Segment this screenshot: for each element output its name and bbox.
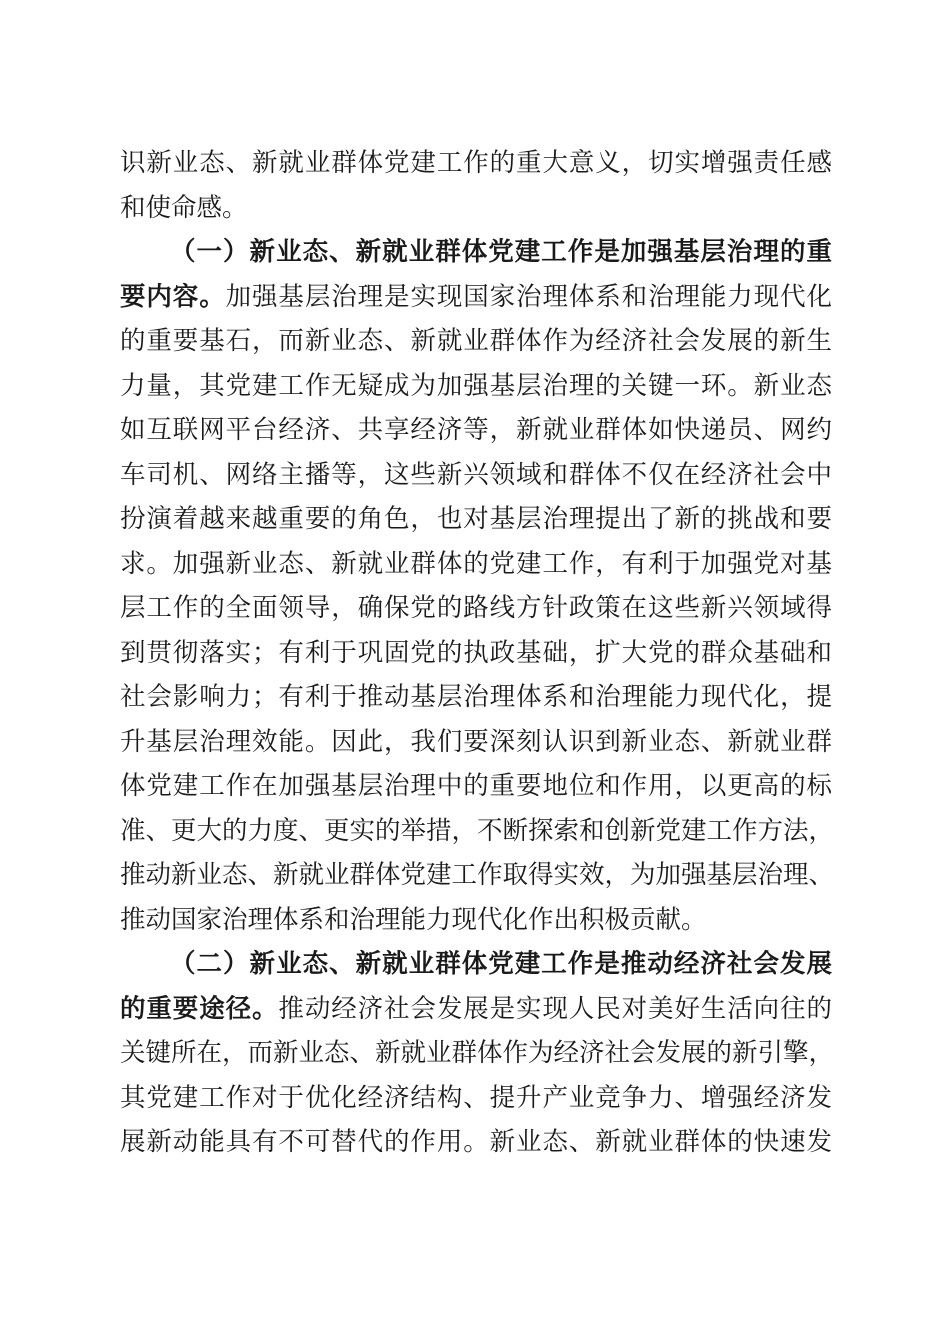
text-line: 和使命感。 xyxy=(120,192,248,223)
text-line: 如互联网平台经济、共享经济等，新就业群体如快递员、网约 xyxy=(120,415,832,445)
text-line: 识新业态、新就业群体党建工作的重大意义，切实增强责任感 xyxy=(120,148,832,178)
text-line: 求。加强新业态、新就业群体的党建工作，有利于加强党对基 xyxy=(120,548,832,579)
section-heading-1: （一）新业态、新就业群体党建工作是加强基层治理的重 xyxy=(170,237,832,267)
text-line: 车司机、网络主播等，这些新兴领域和群体不仅在经济社会中 xyxy=(120,459,832,490)
text-line: 体党建工作在加强基层治理中的重要地位和作用，以更高的标 xyxy=(120,771,832,801)
text-line: 升基层治理效能。因此，我们要深刻认识到新业态、新就业群 xyxy=(120,726,832,757)
text-line: 关键所在，而新业态、新就业群体作为经济社会发展的新引擎， xyxy=(120,1038,835,1068)
text-line: 要内容。加强基层治理是实现国家治理体系和治理能力现代化 xyxy=(120,281,832,312)
text-line: 到贯彻落实；有利于巩固党的执政基础，扩大党的群众基础和 xyxy=(120,637,832,668)
text-line: 准、更大的力度、更实的举措，不断探索和创新党建工作方法， xyxy=(120,815,835,846)
text-line: 力量，其党建工作无疑成为加强基层治理的关键一环。新业态 xyxy=(120,370,832,401)
text-line: 扮演着越来越重要的角色，也对基层治理提出了新的挑战和要 xyxy=(120,504,832,534)
text-line: 展新动能具有不可替代的作用。新业态、新就业群体的快速发 xyxy=(120,1127,832,1157)
text-line: 推动新业态、新就业群体党建工作取得实效，为加强基层治理、 xyxy=(120,860,835,890)
text-line: 其党建工作对于优化经济结构、提升产业竞争力、增强经济发 xyxy=(120,1082,832,1113)
body-text xyxy=(120,141,835,1165)
text-line: 社会影响力；有利于推动基层治理体系和治理能力现代化，提 xyxy=(120,682,832,712)
text-line: 推动国家治理体系和治理能力现代化作出积极贡献。 xyxy=(120,904,707,935)
text-line: 的重要基石，而新业态、新就业群体作为经济社会发展的新生 xyxy=(120,326,832,356)
section-heading-2: （二）新业态、新就业群体党建工作是推动经济社会发展 xyxy=(170,949,832,979)
text-line: 的重要途径。推动经济社会发展是实现人民对美好生活向往的 xyxy=(120,993,832,1024)
text-line: 层工作的全面领导，确保党的路线方针政策在这些新兴领域得 xyxy=(120,593,832,623)
